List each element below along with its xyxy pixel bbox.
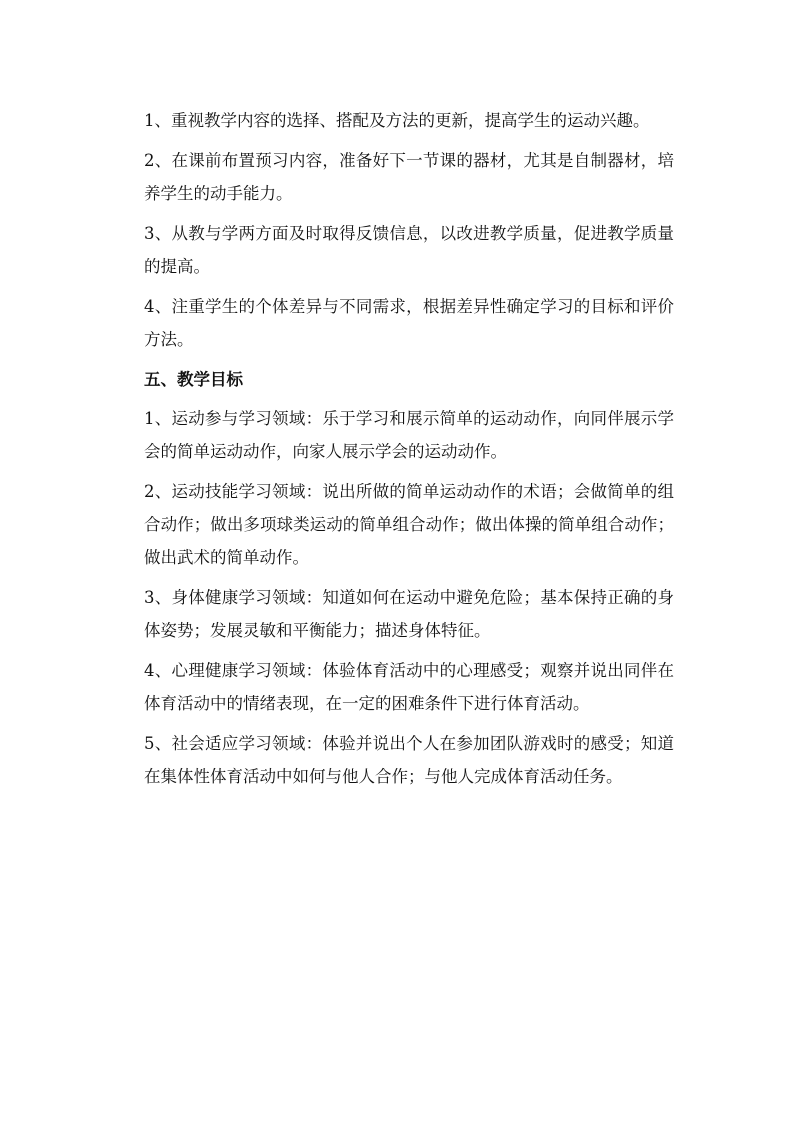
goal-paragraph-2: 2、运动技能学习领域：说出所做的简单运动动作的术语；会做简单的组合动作；做出多项球类运动的简单组合动作；做出体操的简单组合动作；做出武术的简单动作。 — [144, 482, 674, 567]
document-body — [144, 104, 674, 800]
section-heading: 五、教学目标 — [144, 370, 243, 389]
method-paragraph-4: 4、注重学生的个体差异与不同需求，根据差异性确定学习的目标和评价方法。 — [144, 297, 674, 349]
goal-paragraph-3: 3、身体健康学习领域：知道如何在运动中避免危险；基本保持正确的身体姿势；发展灵敏和平衡能力；描述身体特征。 — [144, 588, 674, 640]
method-paragraph-3: 3、从教与学两方面及时取得反馈信息，以改进教学质量，促进教学质量的提高。 — [144, 224, 674, 276]
goal-paragraph-5: 5、社会适应学习领域：体验并说出个人在参加团队游戏时的感受；知道在集体性体育活动中如何与他人合作；与他人完成体育活动任务。 — [144, 734, 674, 786]
method-paragraph-1: 1、重视教学内容的选择、搭配及方法的更新，提高学生的运动兴趣。 — [144, 111, 650, 130]
method-paragraph-2: 2、在课前布置预习内容，准备好下一节课的器材，尤其是自制器材，培养学生的动手能力。 — [144, 151, 674, 203]
goal-paragraph-4: 4、心理健康学习领域：体验体育活动中的心理感受；观察并说出同伴在体育活动中的情绪表现，在一定的困难条件下进行体育活动。 — [144, 661, 674, 713]
goal-paragraph-1: 1、运动参与学习领域：乐于学习和展示简单的运动动作，向同伴展示学会的简单运动动作，向家人展示学会的运动动作。 — [144, 409, 674, 461]
